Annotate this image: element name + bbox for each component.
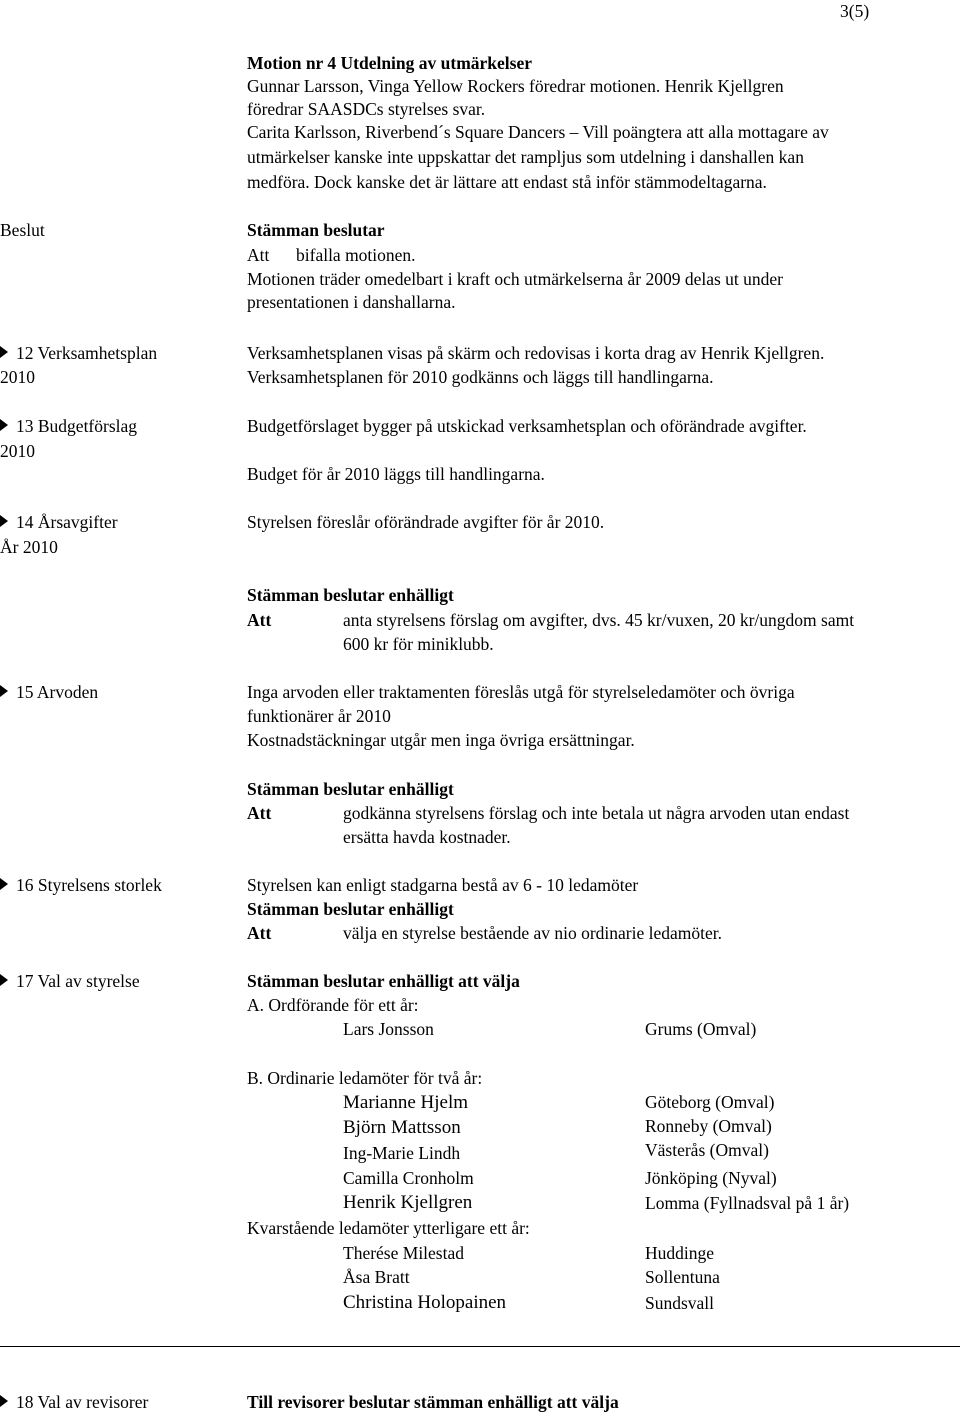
item16-heading: Stämman beslutar enhälligt bbox=[247, 899, 454, 919]
motion-line: Gunnar Larsson, Vinga Yellow Rockers föredrar motionen. Henrik Kjellgren bbox=[247, 76, 784, 96]
chair-place: Grums (Omval) bbox=[645, 1019, 757, 1039]
item16-text: Styrelsen kan enligt stadgarna bestå av 6 - 10 ledamöter bbox=[247, 875, 639, 895]
remaining-place: Sundsvall bbox=[645, 1293, 715, 1313]
chair-name: Lars Jonsson bbox=[343, 1019, 434, 1039]
item15-line: funktionärer år 2010 bbox=[247, 706, 391, 726]
page-divider bbox=[0, 1346, 960, 1347]
remaining-place: Sollentuna bbox=[645, 1267, 720, 1287]
member-place: Göteborg (Omval) bbox=[645, 1092, 775, 1112]
att-label: Att bbox=[247, 803, 272, 823]
item13-label: 13 Budgetförslag bbox=[0, 415, 137, 437]
member-name: Henrik Kjellgren bbox=[343, 1192, 473, 1213]
item15-heading: Stämman beslutar enhälligt bbox=[247, 779, 454, 799]
arrow-icon bbox=[0, 974, 8, 986]
item14-label: 14 Årsavgifter bbox=[0, 511, 118, 533]
remaining-heading: Kvarstående ledamöter ytterligare ett år: bbox=[247, 1218, 530, 1238]
item15-label: 15 Arvoden bbox=[0, 681, 98, 703]
item13-label-year: 2010 bbox=[0, 441, 35, 461]
att-label: Att bbox=[247, 923, 272, 943]
item17-label: 17 Val av styrelse bbox=[0, 970, 140, 992]
beslut-heading: Stämman beslutar bbox=[247, 220, 385, 240]
beslut-label: Beslut bbox=[0, 220, 45, 240]
motion-line: Carita Karlsson, Riverbend´s Square Dancers – Vill poängtera att alla mottagare av bbox=[247, 122, 829, 142]
att-text: bifalla motionen. bbox=[296, 245, 416, 265]
motion-line: utmärkelser kanske inte uppskattar det rampljus som utdelning i danshallen kan bbox=[247, 147, 804, 167]
att-label: Att bbox=[247, 610, 272, 630]
item14-label-year: År 2010 bbox=[0, 537, 58, 557]
page-number: 3(5) bbox=[840, 1, 870, 21]
item13-line: Budget för år 2010 läggs till handlingarna. bbox=[247, 464, 545, 484]
att-text: ersätta havda kostnader. bbox=[343, 827, 511, 847]
remaining-name: Christina Holopainen bbox=[343, 1292, 507, 1313]
arrow-icon bbox=[0, 419, 8, 431]
members-heading: B. Ordinarie ledamöter för två år: bbox=[247, 1068, 483, 1088]
beslut-line: presentationen i danshallarna. bbox=[247, 292, 456, 312]
arrow-icon bbox=[0, 685, 8, 697]
chair-heading: A. Ordförande för ett år: bbox=[247, 995, 419, 1015]
member-place: Ronneby (Omval) bbox=[645, 1116, 772, 1136]
item15-line: Inga arvoden eller traktamenten föreslås utgå för styrelseledamöter och övriga bbox=[247, 682, 795, 702]
remaining-name: Therése Milestad bbox=[343, 1243, 464, 1263]
att-text: 600 kr för miniklubb. bbox=[343, 634, 494, 654]
member-place: Västerås (Omval) bbox=[645, 1140, 769, 1160]
member-name: Ing-Marie Lindh bbox=[343, 1143, 461, 1163]
att-text: godkänna styrelsens förslag och inte betala ut några arvoden utan endast bbox=[343, 803, 850, 823]
att-label: Att bbox=[247, 245, 270, 265]
item14-heading: Stämman beslutar enhälligt bbox=[247, 585, 454, 605]
member-name: Marianne Hjelm bbox=[343, 1092, 469, 1113]
arrow-icon bbox=[0, 878, 8, 890]
item15-line: Kostnadstäckningar utgår men inga övriga ersättningar. bbox=[247, 730, 635, 750]
arrow-icon bbox=[0, 346, 8, 358]
item16-label: 16 Styrelsens storlek bbox=[0, 874, 162, 896]
motion-line: föredrar SAASDCs styrelses svar. bbox=[247, 99, 486, 119]
att-text: anta styrelsens förslag om avgifter, dvs. 45 kr/vuxen, 20 kr/ungdom samt bbox=[343, 610, 855, 630]
arrow-icon bbox=[0, 1395, 8, 1407]
remaining-name: Åsa Bratt bbox=[343, 1267, 410, 1287]
item12-line: Verksamhetsplanen visas på skärm och redovisas i korta drag av Henrik Kjellgren. bbox=[247, 343, 825, 363]
member-name: Björn Mattsson bbox=[343, 1117, 461, 1138]
remaining-place: Huddinge bbox=[645, 1243, 715, 1263]
att-text: välja en styrelse bestående av nio ordinarie ledamöter. bbox=[343, 923, 723, 943]
member-place: Jönköping (Nyval) bbox=[645, 1168, 777, 1188]
item18-label: 18 Val av revisorer bbox=[0, 1391, 148, 1413]
arrow-icon bbox=[0, 515, 8, 527]
item17-heading: Stämman beslutar enhälligt att välja bbox=[247, 971, 520, 991]
beslut-line: Motionen träder omedelbart i kraft och utmärkelserna år 2009 delas ut under bbox=[247, 269, 783, 289]
item12-label-year: 2010 bbox=[0, 367, 35, 387]
item13-line: Budgetförslaget bygger på utskickad verksamhetsplan och oförändrade avgifter. bbox=[247, 416, 807, 436]
item18-heading: Till revisorer beslutar stämman enhälligt att välja bbox=[247, 1392, 619, 1412]
item14-text: Styrelsen föreslår oförändrade avgifter för år 2010. bbox=[247, 512, 605, 532]
item12-line: Verksamhetsplanen för 2010 godkänns och läggs till handlingarna. bbox=[247, 367, 714, 387]
member-name: Camilla Cronholm bbox=[343, 1168, 474, 1188]
motion-line: medföra. Dock kanske det är lättare att endast stå inför stämmodeltagarna. bbox=[247, 172, 767, 192]
member-place: Lomma (Fyllnadsval på 1 år) bbox=[645, 1193, 850, 1213]
item12-label: 12 Verksamhetsplan bbox=[0, 342, 157, 364]
motion-title: Motion nr 4 Utdelning av utmärkelser bbox=[247, 53, 533, 73]
